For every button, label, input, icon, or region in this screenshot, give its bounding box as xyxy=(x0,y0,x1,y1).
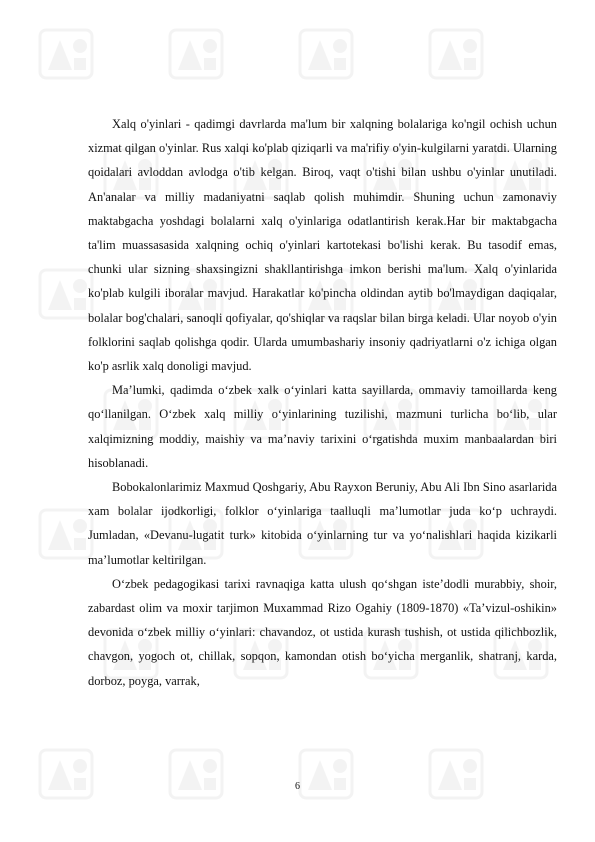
paragraph-3: Bobokalonlarimiz Maxmud Qoshgariy, Abu Rayxon Beruniy, Abu Ali Ibn Sino asarlarida xam bolalar ijodkorligi, folklor o‘yinlariga taalluqli ma’lumotlar juda ko‘p uchraydi. Jumladan, «Devanu-lugatit turk» kitobida o‘yinlarning tur va yo‘nalishlari haqida kizikarli ma’lumotlar keltirilgan. xyxy=(88,480,557,567)
paragraph-2: Ma’lumki, qadimda o‘zbek xalk o‘yinlari katta sayillarda, ommaviy tamoillarda keng qo‘llanilgan. O‘zbek xalq milliy o‘yinlarining tuzilishi, mazmuni turlicha bo‘lib, ular xalqimizning moddiy, maishiy va ma’naviy tarixini o‘rgatishda muxim manbaalardan biri hisoblanadi. xyxy=(88,383,557,470)
paragraph-4: O‘zbek pedagogikasi tarixi ravnaqiga katta ulush qo‘shgan iste’dodli murabbiy, shoir, zabardast olim va moxir tarjimon Muxammad Rizo Ogahiy (1809-1870) «Ta’vizul-oshikin» devonida o‘zbek milliy o‘yinlari: chavandoz, ot ustida kurash tushish, ot ustida qilichbozlik, chavgon, yogoch ot, chillak, sopqon, kamondan otish bo‘yicha merganlik, shatranj, karda, dorboz, poyga, varrak, xyxy=(88,576,557,688)
page-number: 6 xyxy=(295,781,300,792)
paragraph-1: Xalq o'yinlari - qadimgi davrlarda ma'lum bir xalqning bolalariga ko'ngil ochish uchun xizmat qilgan o'yinlar. Rus xalqi ko'plab qiziqarli va ma'rifiy o'yin-kulgilarni yaratdi. Ularning qoidalari avloddan avlodga o'tib kelgan. Biroq, vaqt o'tishi bilan ushbu o'yinlar unutiladi. An'analar va milliy madaniyatni saqlab qolish muhimdir. Shuning uchun zamonaviy maktabgacha yoshdagi bolalarni xalq o'yinlariga odatlantirish kerak.Har bir maktabgacha ta'lim muassasasida xalqning ochiq o'yinlari kartotekasi bo'lishi kerak. Bu tasodif emas, chunki ular sizning shaxsingizni shakllantirishga imkon berishi ma'lum. Xalq o'yinlarida ko'plab kulgili iboralar mavjud. Harakatlar ko'pincha oldindan aytib bo'lmaydigan daqiqalar, bolalar bog'chalari, sanoqli qofiyalar, qo'shiqlar va raqslar bilan birga keladi. Ular noyob o'yin folklorini saqlab qolishga qodir. Ularda umumbashariy insoniy qadriyatlarni o'z ichiga olgan ko'p asrlik xalq donoligi mavjud. xyxy=(88,117,557,374)
body-text xyxy=(88,112,557,693)
